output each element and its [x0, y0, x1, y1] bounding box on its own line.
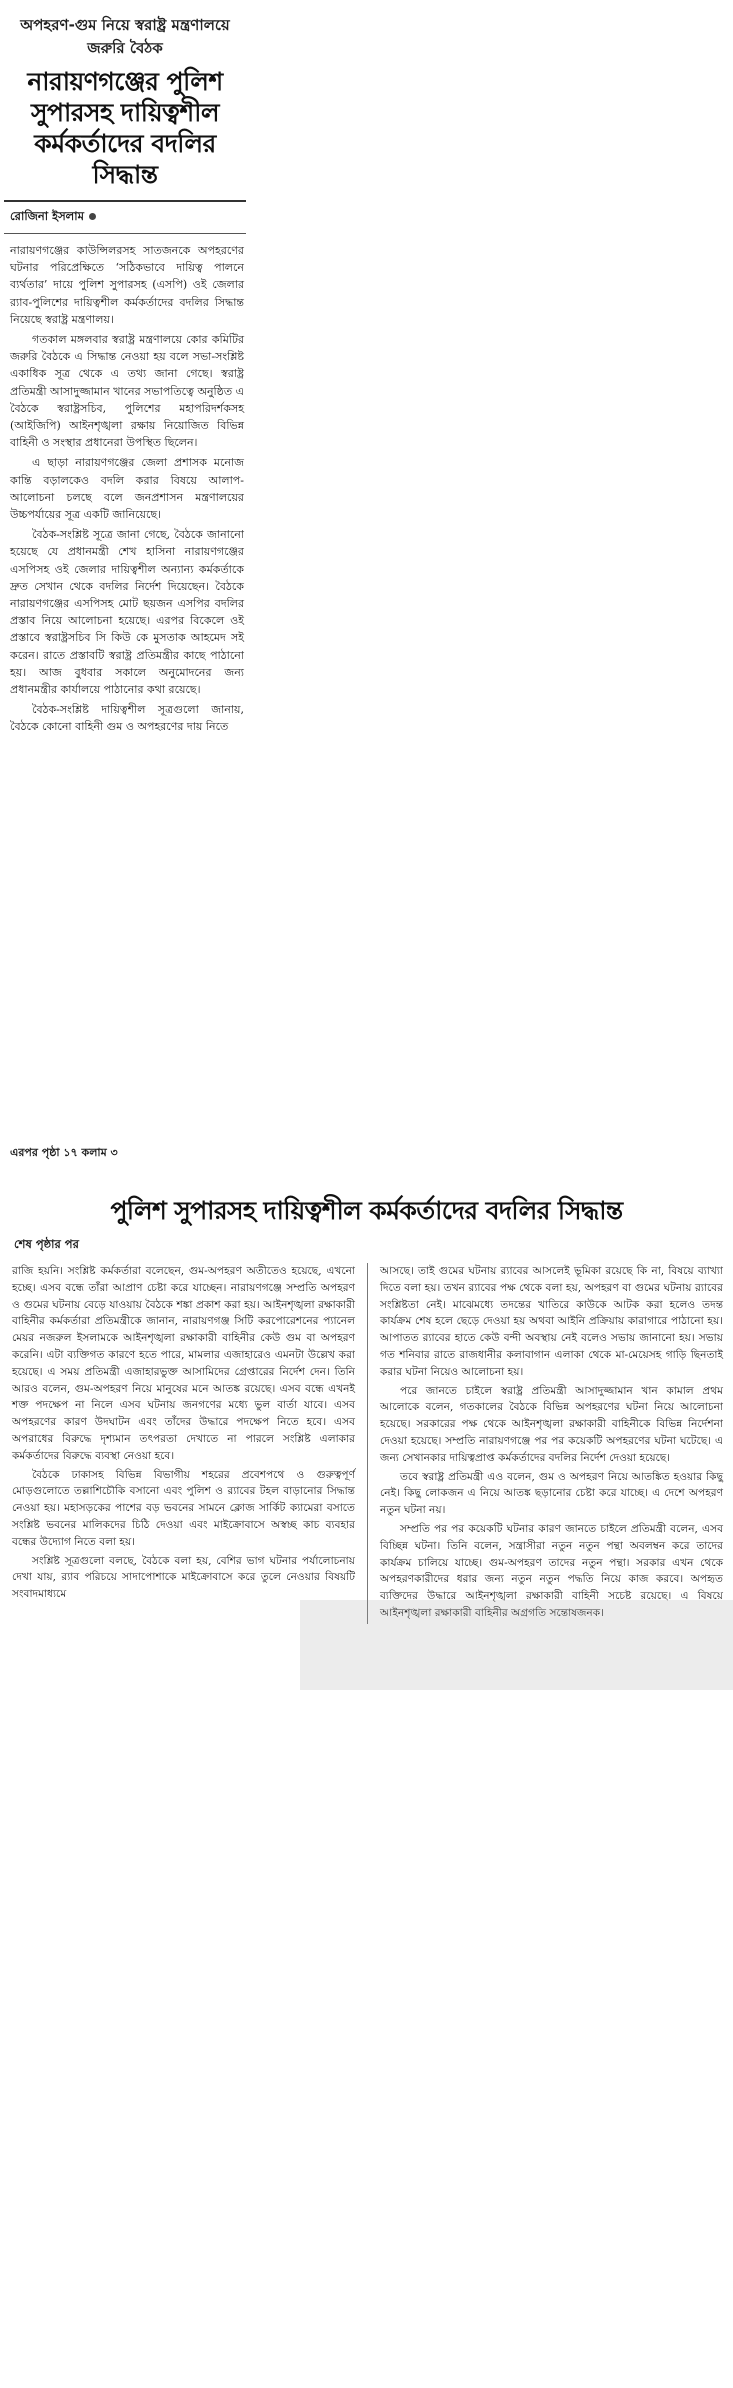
- column-divider: [367, 1263, 368, 1624]
- front-page-clipping: [0, 0, 250, 1130]
- paragraph: নারায়ণগঞ্জের কাউন্সিলরসহ সাতজনকে অপহরণের ঘটনার পরিপ্রেক্ষিতে ‘সঠিকভাবে দায়িত্ব পালনে ব্যর্থতার’ দায়ে পুলিশ সুপারসহ (এসপি) ওই জেলার র‍্যাব-পুলিশের দায়িত্বশীল কর্মকর্তাদের বদলির সিদ্ধান্ত নিয়েছে স্বরাষ্ট্র মন্ত্রণালয়।: [10, 244, 244, 326]
- paragraph: বৈঠকে ঢাকাসহ বিভিন্ন বিভাগীয় শহরের প্রবেশপথে ও গুরুত্বপূর্ণ মোড়গুলোতে তল্লাশিচৌকি বসানো এবং পুলিশ ও র‍্যাবের টহল বাড়ানোর সিদ্ধান্ত নেওয়া হয়। মহাসড়কের পাশের বড় ভবনের সামনে ক্লোজ সার্কিট ক্যামেরা বসাতে সংশ্লিষ্ট ভবনের মালিকদের চিঠি দেওয়া এবং মাইক্রোবাসে অস্বচ্ছ কাচ ব্যবহার বন্ধের উদ্যোগ নিতে বলা হয়।: [12, 1468, 355, 1548]
- paragraph: সম্প্রতি পর পর কয়েকটি ঘটনার কারণ জানতে চাইলে প্রতিমন্ত্রী বলেন, এসব বিচ্ছিন্ন ঘটনা। তিনি বলেন, সন্ত্রাসীরা নতুন নতুন পন্থা অবলম্বন করে তাদের কার্যক্রম চালিয়ে যাচ্ছে। গুম-অপহরণ তাদের নতুন পন্থা। সরকার এখন থেকে অপহরণকারীদের ধরার জন্য নতুন নতুন পদ্ধতি নিয়ে কাজ করবে। অপহৃত ব্যক্তিদের উদ্ধারে আইনশৃঙ্খলা রক্ষাকারী বাহিনী সচেষ্ট রয়েছে। এ বিষয়ে আইনশৃঙ্খলা রক্ষাকারী বাহিনীর অগ্রগতি সন্তোষজনক।: [380, 1522, 723, 1619]
- byline-author: রোজিনা ইসলাম: [10, 209, 84, 223]
- continued-note: এরপর পৃষ্ঠা ১৭ কলাম ৩: [10, 1146, 118, 1159]
- jump-page-clipping: [0, 1180, 733, 1830]
- scan-shadow: [300, 1600, 733, 1690]
- article-body: [0, 234, 250, 736]
- headline: নারায়ণগঞ্জের পুলিশ সুপারসহ দায়িত্বশীল কর্মকর্তাদের বদলির সিদ্ধান্ত: [27, 67, 223, 189]
- jump-headline: পুলিশ সুপারসহ দায়িত্বশীল কর্মকর্তাদের বদলির সিদ্ধান্ত: [110, 1196, 623, 1225]
- paragraph: সংশ্লিষ্ট সূত্রগুলো বলছে, বৈঠকে বলা হয়, বেশির ভাগ ঘটনার পর্যালোচনায় দেখা যায়, র‍্যাব পরিচয়ে সাদাপোশাকে মাইক্রোবাসে করে তুলে নেওয়ার বিষয়টি সংবাদমাধ্যমে: [12, 1554, 355, 1601]
- paragraph: তবে স্বরাষ্ট্র প্রতিমন্ত্রী এও বলেন, গুম ও অপহরণ নিয়ে আতঙ্কিত হওয়ার কিছু নেই। কিছু লোকজন এ নিয়ে আতঙ্ক ছড়ানোর চেষ্টা করে যাচ্ছে। এ দেশে অপহরণ নতুন ঘটনা নয়।: [380, 1470, 723, 1517]
- paragraph: আসছে। তাই গুমের ঘটনায় র‍্যাবের আসলেই ভূমিকা রয়েছে কি না, বিষয়ে ব্যাখ্যা দিতে বলা হয়। তখন র‍্যাবের পক্ষ থেকে বলা হয়, অপহরণ বা গুমের ঘটনায় র‍্যাবের সংশ্লিষ্টতা নেই। মাঝেমধ্যে তদন্তের খাতিরে কাউকে আটক করা হলেও তদন্ত কার্যক্রম শেষ হলে ছেড়ে দেওয়া হয় অথবা আইনি প্রক্রিয়ায় কারাগারে পাঠানো হয়। আপাতত র‍্যাবের হাতে কেউ বন্দী অবস্থায় নেই বলেও সভায় জানানো হয়। সভায় গত শনিবার রাতে রাজধানীর কলাবাগান এলাকা থেকে মা-মেয়েসহ গাড়ি ছিনতাই করার ঘটনা নিয়েও আলোচনা হয়।: [380, 1265, 723, 1378]
- paragraph: বৈঠক-সংশ্লিষ্ট দায়িত্বশীল সূত্রগুলো জানায়, বৈঠকে কোনো বাহিনী গুম ও অপহরণের দায় নিতে: [10, 703, 244, 734]
- byline: [0, 202, 250, 233]
- paragraph: এ ছাড়া নারায়ণগঞ্জের জেলা প্রশাসক মনোজ কান্তি বড়ালকেও বদলি করার বিষয়ে আলাপ-আলোচনা চলছে বলে জনপ্রশাসন মন্ত্রণালয়ের উচ্চপর্যায়ের সূত্র একটি জানিয়েছে।: [10, 456, 244, 522]
- kicker: অপহরণ-গুম নিয়ে স্বরাষ্ট্র মন্ত্রণালয়ে জরুরি বৈঠক: [20, 16, 230, 57]
- paragraph: গতকাল মঙ্গলবার স্বরাষ্ট্র মন্ত্রণালয়ে কোর কমিটির জরুরি বৈঠকে এ সিদ্ধান্ত নেওয়া হয় বলে সভা-সংশ্লিষ্ট একাধিক সূত্র থেকে এ তথ্য জানা গেছে। স্বরাষ্ট্র প্রতিমন্ত্রী আসাদুজ্জামান খানের সভাপতিত্বে অনুষ্ঠিত এ বৈঠকে স্বরাষ্ট্রসচিব, পুলিশের মহাপরিদর্শকসহ (আইজিপি) আইনশৃঙ্খলা রক্ষায় নিয়োজিত বিভিন্ন বাহিনী ও সংস্থার প্রধানেরা উপস্থিত ছিলেন।: [10, 333, 244, 450]
- jump-columns: [0, 1259, 733, 1624]
- paragraph: পরে জানতে চাইলে স্বরাষ্ট্র প্রতিমন্ত্রী আসাদুজ্জামান খান কামাল প্রথম আলোকে বলেন, গতকালের বৈঠকে বিভিন্ন অপহরণের ঘটনা নিয়ে আলোচনা হয়েছে। সরকারের পক্ষ থেকে আইনশৃঙ্খলা রক্ষাকারী বাহিনীকে বিভিন্ন নির্দেশনা দেওয়া হয়েছে। সম্প্রতি নারায়ণগঞ্জে পর পর কয়েকটি অপহরণের ঘটনা ঘটেছে। এ জন্য সেখানকার দায়িত্বপ্রাপ্ত কর্মকর্তাদের বদলির নির্দেশ দেওয়া হয়েছে।: [380, 1384, 723, 1464]
- jump-column-left: [12, 1263, 355, 1624]
- bullet-icon: [89, 213, 96, 220]
- paragraph: বৈঠক-সংশ্লিষ্ট সূত্রে জানা গেছে, বৈঠকে জানানো হয়েছে যে প্রধানমন্ত্রী শেখ হাসিনা নারায়ণগঞ্জের এসপিসহ ওই জেলার দায়িত্বশীল অন্যান্য কর্মকর্তাকে দ্রুত সেখান থেকে বদলির নির্দেশ দিয়েছেন। বৈঠকে নারায়ণগঞ্জের এসপিসহ মোট ছয়জন এসপির বদলির প্রস্তাব নিয়ে আলোচনা হয়েছে। এরপর বিকেলে ওই প্রস্তাবে স্বরাষ্ট্রসচিব সি কিউ কে মুসতাক আহমেদ সই করেন। রাতে প্রস্তাবটি স্বরাষ্ট্র প্রতিমন্ত্রীর কাছে পাঠানো হয়। আজ বুধবার সকালে অনুমোদনের জন্য প্রধানমন্ত্রীর কার্যালয়ে পাঠানোর কথা রয়েছে।: [10, 528, 244, 697]
- jump-column-right: [380, 1263, 723, 1624]
- jump-from-label: শেষ পৃষ্ঠার পর: [14, 1237, 79, 1251]
- paragraph: রাজি হয়নি। সংশ্লিষ্ট কর্মকর্তারা বলেছেন, গুম-অপহরণ অতীতেও হয়েছে, এখনো হচ্ছে। এসব বন্ধে তাঁরা আপ্রাণ চেষ্টা করে যাচ্ছেন। নারায়ণগঞ্জে সম্প্রতি অপহরণ ও গুমের ঘটনায় বেড়ে যাওয়ায় বৈঠকে শঙ্কা প্রকাশ করা হয়। আইনশৃঙ্খলা রক্ষাকারী বাহিনীর কর্মকর্তারা প্রতিমন্ত্রীকে জানান, নারায়ণগঞ্জ সিটি করপোরেশনের প্যানেল মেয়র নজরুল ইসলামকে আইনশৃঙ্খলা রক্ষাকারী বাহিনীর কেউ গুম বা অপহরণ করেনি। এটা ব্যক্তিগত কারণে হতে পারে, মামলার এজাহারেও এমনটা উল্লেখ করা হয়েছে। এ সময় প্রতিমন্ত্রী এজাহারভুক্ত আসামিদের গ্রেপ্তারের নির্দেশ দেন। তিনি আরও বলেন, গুম-অপহরণ নিয়ে মানুষের মনে আতঙ্ক রয়েছে। এসব বন্ধে এখনই শক্ত পদক্ষেপ না নিলে এসব ঘটনায় জনগণের মধ্যে ভুল বার্তা যাবে। এসব অপহরণের কারণ উদঘাটন এবং তাঁদের উদ্ধারে পদক্ষেপ নিতে হবে। এসব অপরাধের বিরুদ্ধে দৃশ্যমান তৎপরতা দেখাতে না পারলে সংশ্লিষ্ট এলাকার কর্মকর্তাদের বিরুদ্ধে ব্যবস্থা নেওয়া হবে।: [12, 1265, 355, 1462]
